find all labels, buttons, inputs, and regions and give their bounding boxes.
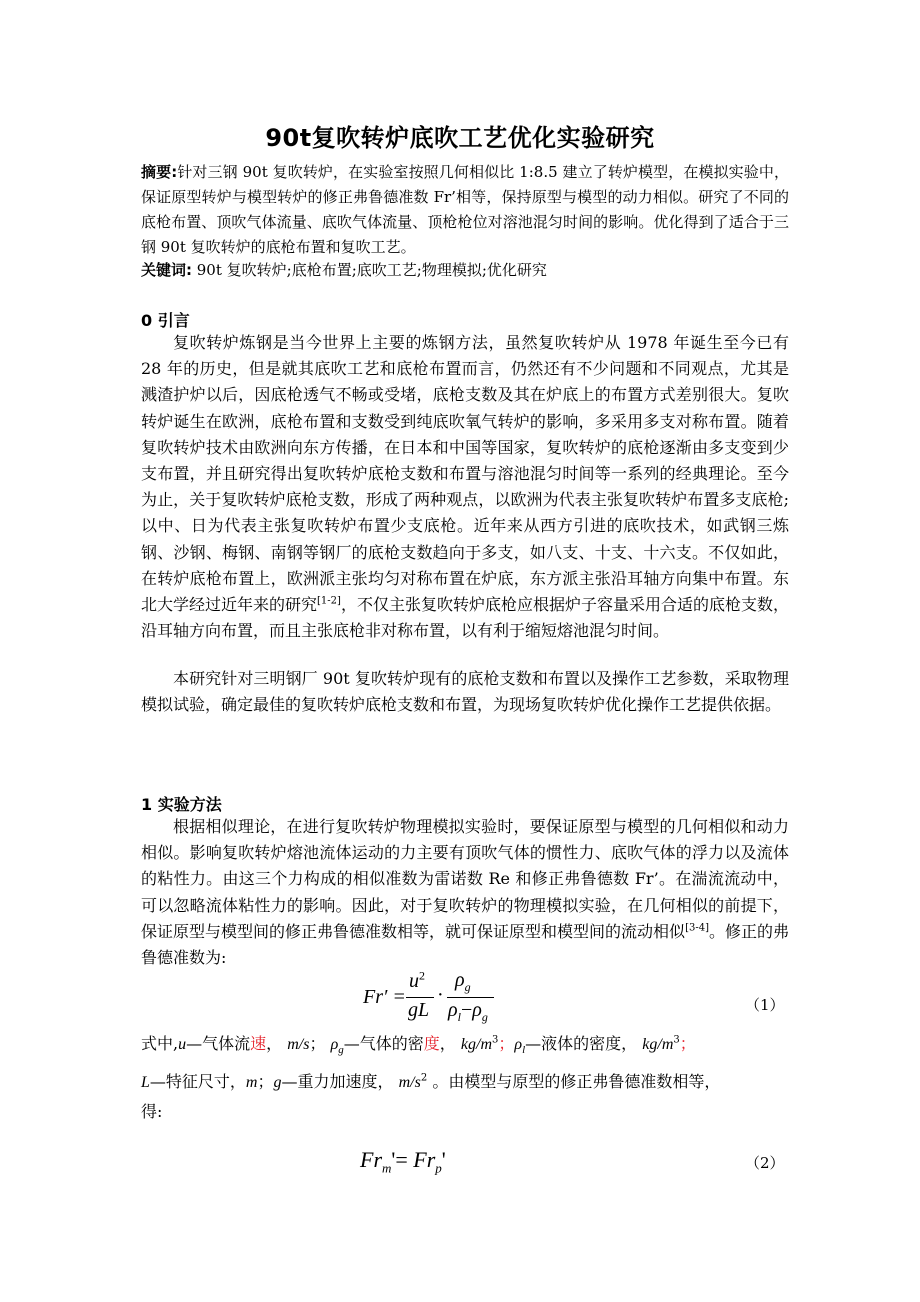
eq1-num2: $\rho_g$: [455, 969, 471, 994]
keywords-text: 90t 复吹转炉;底枪布置;底吹工艺;物理模拟;优化研究: [192, 261, 547, 279]
definitions-line-3: 得:: [141, 1102, 163, 1122]
abstract: [141, 160, 789, 260]
eq1-number: （1）: [745, 996, 785, 1014]
intro-text-b: ，不仅主张复吹转炉底枪应根据炉子容量采用合适的底枪支数，沿耳轴方向布置，而且主张底枪非对称布置，以有利于缩短熔池混匀时间。: [141, 595, 789, 641]
keywords-label: 关键词:: [141, 261, 192, 279]
eq1-lhs: Fr′ =: [363, 986, 406, 1008]
eq1-dot: ·: [437, 984, 444, 1006]
variable-definitions: [141, 1028, 791, 1125]
eq1-den2: $\rho_l-\rho_g$: [448, 999, 488, 1024]
eq2-number: （2）: [745, 1154, 785, 1172]
method-text-a: 根据相似理论，在进行复吹转炉物理模拟实验时，要保证原型与模型的几何相似和动力相似。影响复吹转炉熔池流体运动的力主要有顶吹气体的惯性力、底吹气体的浮力以及流体的粘性力。由这三个力构成的相似准数为雷诺数 Re 和修正弗鲁德数 Fr’。在湍流流动中，可以忽略流体粘性力的影响。因此，对于复吹转炉的物理模拟实验，在几何相似的前提下，保证原型与模型间的修正弗鲁德准数相等，就可保证原型和模型间的流动相似: [141, 817, 789, 941]
method-text-b: 。修正的弗鲁德准数为:: [141, 921, 789, 968]
method-paragraph: [141, 814, 789, 971]
citation-ref: [1-2]: [317, 595, 341, 607]
definitions-line-2: L—特征尺寸，m；g—重力加速度， $m/s^2$ 。由模型与原型的修正弗鲁德准数相等，: [141, 1072, 721, 1092]
section-heading-intro: 0 引言: [141, 311, 190, 330]
eq1-fraction-bar-1: [406, 997, 434, 998]
intro-paragraph-2: [141, 666, 789, 718]
eq1-den1: gL: [408, 999, 430, 1021]
citation-ref: [3-4]: [685, 922, 709, 934]
eq2-body: $Fr_m'= Fr_p'$: [360, 1147, 446, 1176]
intro-paragraph-1: [141, 330, 789, 644]
eq1-num1: $u^2$: [409, 968, 425, 992]
keywords: [141, 259, 789, 281]
intro-text-2: 本研究针对三明钢厂 90t 复吹转炉现有的底枪支数和布置以及操作工艺参数，采取物理模拟试验，确定最佳的复吹转炉底枪支数和布置，为现场复吹转炉优化操作工艺提供依据。: [141, 669, 789, 715]
intro-text-a: 复吹转炉炼钢是当今世界上主要的炼钢方法，虽然复吹转炉从 1978 年诞生至今已有 28 年的历史，但是就其底吹工艺和底枪布置而言，仍然还有不少问题和不同观点，尤其是溅渣护炉以后，因底枪透气不畅或受堵，底枪支数及其在炉底上的布置方式差别很大。复吹转炉诞生在欧洲，底枪布置和支数受到纯底吹氧气转炉的影响，多采用多支对称布置。随着复吹转炉技术由欧洲向东方传播，在日本和中国等国家，复吹转炉的底枪逐渐由多支变到少支布置，并且研究得出复吹转炉底枪支数和布置与溶池混匀时间等一系列的经典理论。至今为止，关于复吹转炉底枪支数，形成了两种观点，以欧洲为代表主张复吹转炉布置多支底枪;以中、日为代表主张复吹转炉布置少支底枪。近年来从西方引进的底吹技术，如武钢三炼钢、沙钢、梅钢、南钢等钢厂的底枪支数趋向于多支，如八支、十支、十六支。不仅如此，在转炉底枪布置上，欧洲派主张均匀对称布置在炉底，东方派主张沿耳轴方向集中布置。东北大学经过近年来的研究: [141, 333, 789, 615]
eq1-fraction-bar-2: [447, 997, 494, 998]
paper-title: 90t复吹转炉底吹工艺优化实验研究: [265, 124, 655, 152]
section-heading-method: 1 实验方法: [141, 795, 222, 814]
definitions-line-1: 式中,u—气体流速， m/s； $\rho_g—$气体的密度， $kg/m^3$；$\rho_l—$液体的密度， $kg/m^3$；: [141, 1034, 696, 1057]
abstract-text: 针对三钢 90t 复吹转炉，在实验室按照几何相似比 1:8.5 建立了转炉模型，在模拟实验中，保证原型转炉与模型转炉的修正弗鲁德准数 Fr’相等，保持原型与模型的动力相似。研究了不同的底枪布置、顶吹气体流量、底吹气体流量、顶枪枪位对溶池混匀时间的影响。优化得到了适合于三钢 90t 复吹转炉的底枪布置和复吹工艺。: [141, 163, 789, 256]
abstract-label: 摘要:: [141, 163, 178, 181]
